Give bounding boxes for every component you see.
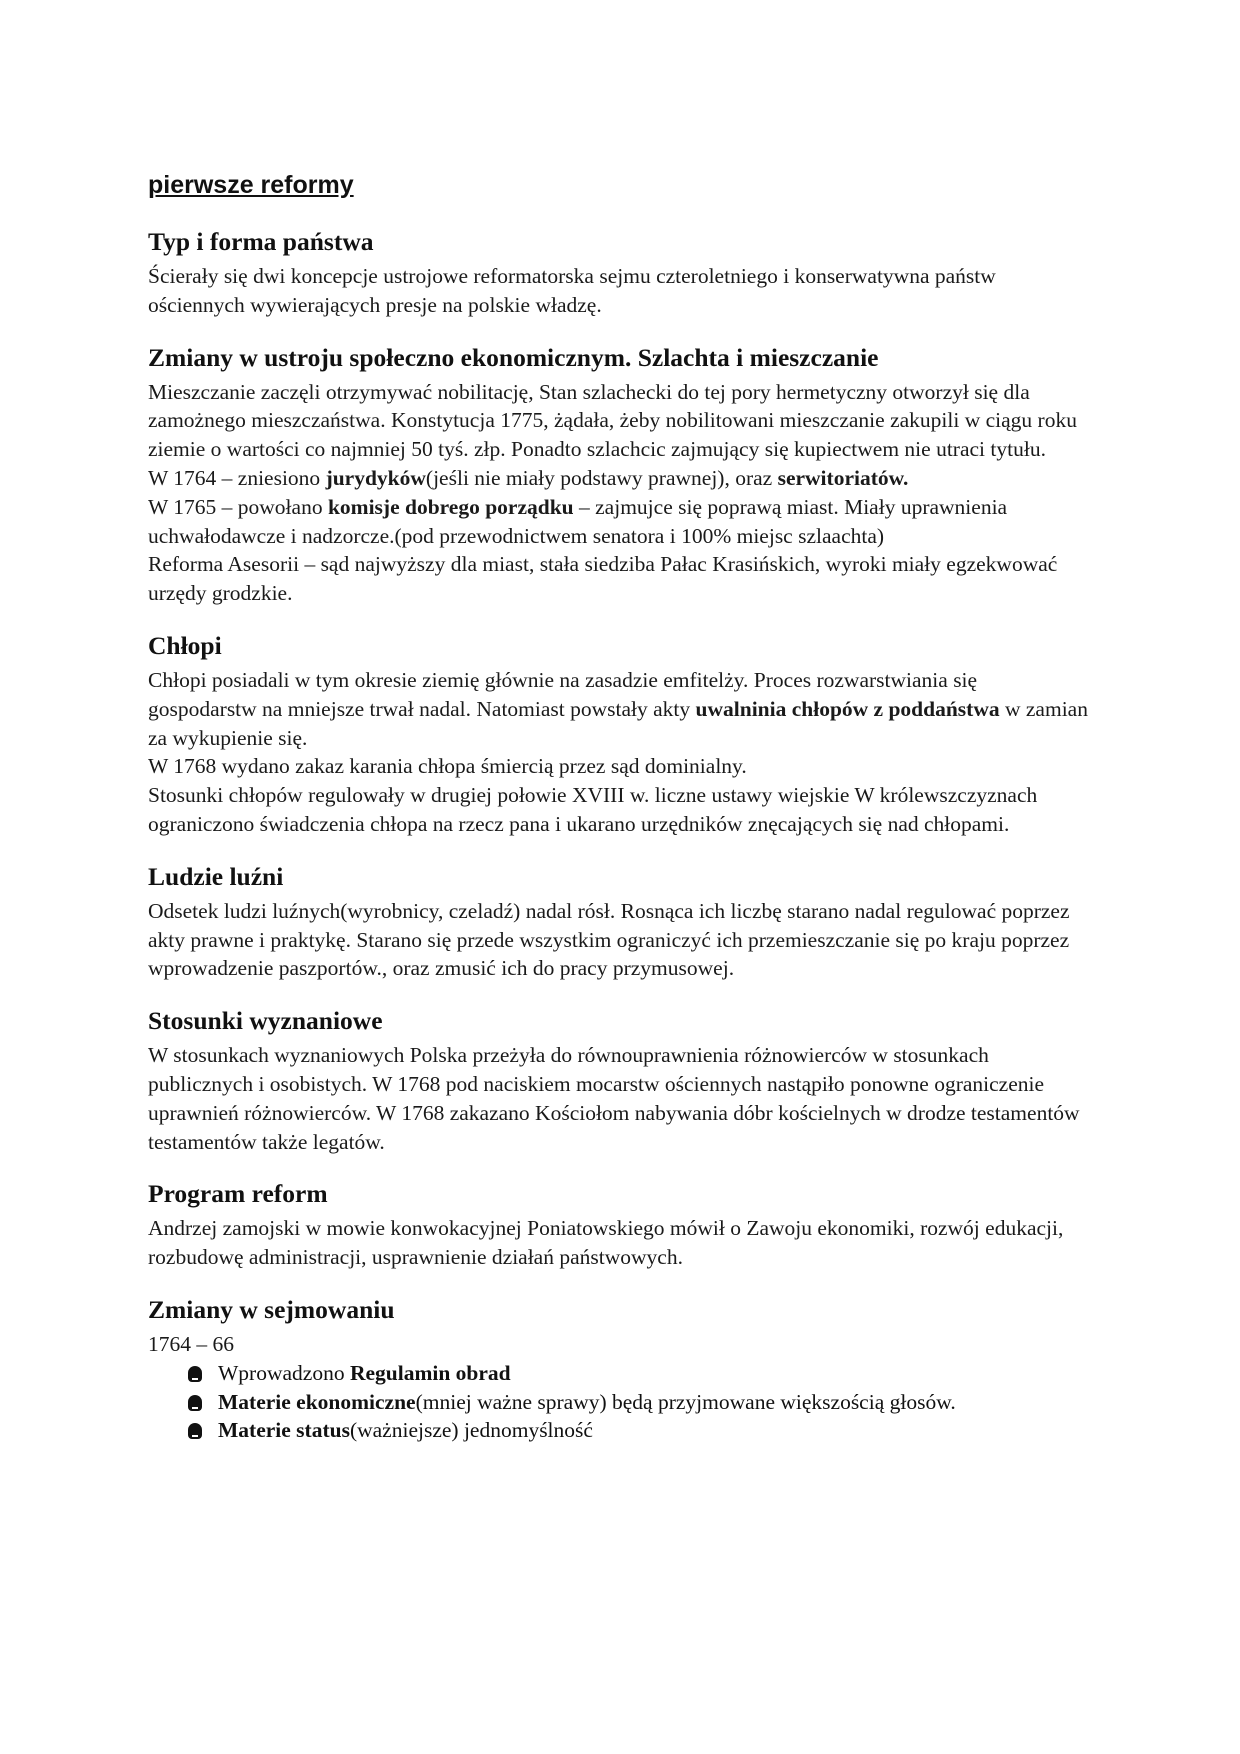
text-run: (jeśli nie miały podstawy prawnej), oraz xyxy=(425,465,778,490)
paragraph: Reforma Asesorii – sąd najwyższy dla miast, stała siedziba Pałac Krasińskich, wyroki miały egzekwować urzędy grodzkie. xyxy=(148,552,1058,606)
text-run: Chłopi posiadali w tym okresie ziemię głównie na zasadzie emfitelży. Proces rozwarstwiania się gospodarstw na mniejsze trwał nadal. Natomiast powstały akty xyxy=(148,667,978,721)
bold-term: uwalninia chłopów z poddaństwa xyxy=(695,696,1000,721)
paragraph: Ścierały się dwi koncepcje ustrojowe reformatorska sejmu czteroletniego i konserwatywna państw ościennych wywierających presje na polskie władzę. xyxy=(148,264,996,317)
bold-term: Materie status xyxy=(218,1418,350,1443)
bullet-item xyxy=(188,1416,1088,1445)
text-run: Wprowadzono xyxy=(218,1360,350,1385)
section-4 xyxy=(148,1005,1088,1156)
bold-term: Materie ekonomiczne xyxy=(218,1389,416,1414)
bold-term: serwitoriatów. xyxy=(777,465,909,490)
section-0 xyxy=(148,226,1088,320)
bullet-item xyxy=(188,1359,1088,1388)
bullet-icon xyxy=(188,1366,202,1382)
document-title: pierwsze reformy xyxy=(148,171,354,199)
sejm-period: 1764 – 66 xyxy=(148,1331,234,1356)
paragraph: W stosunkach wyznaniowych Polska przeżyła do równouprawnienia różnowierców w stosunkach publicznych i osobistych. W 1768 pod naciskiem mocarstw ościennych nastąpiło ponowne ograniczenie uprawnień różnowierców. W 1768 zakazano Kościołom nabywania dóbr kościelnych w drodze testamentów testamentów także legatów. xyxy=(148,1043,1080,1154)
section-3 xyxy=(148,861,1088,983)
paragraph: Andrzej zamojski w mowie konwokacyjnej Poniatowskiego mówił o Zawoju ekonomiki, rozwój edukacji, rozbudowę administracji, usprawnienie działań państwowych. xyxy=(148,1216,1064,1270)
paragraph: Stosunki chłopów regulowały w drugiej połowie XVIII w. liczne ustawy wiejskie W królewszczyznach ograniczono świadczenia chłopa na rzecz pana i ukarano urzędników znęcających się nad chłopami. xyxy=(148,783,1038,836)
section-heading: Stosunki wyznaniowe xyxy=(148,1006,383,1036)
section-heading: Zmiany w ustroju społeczno ekonomicznym. Szlachta i mieszczanie xyxy=(148,342,879,372)
bold-term: komisje dobrego porządku xyxy=(327,494,574,519)
text-run: w zamian za wykupienie się. xyxy=(148,696,1088,750)
sejm-bullet-list xyxy=(148,1359,1088,1445)
text-run: W 1765 – powołano xyxy=(148,494,328,519)
section-heading: Typ i forma państwa xyxy=(148,227,374,256)
text-run: – zajmujce się poprawą miast. Miały uprawnienia uchwałodawcze i nadzorcze.(pod przewodnictwem senatora i 100% miejsc szlaachta) xyxy=(148,494,1008,548)
paragraph xyxy=(148,666,1088,752)
paragraph: Odsetek ludzi luźnych(wyrobnicy, czeladź) nadal rósł. Rosnąca ich liczbę starano nadal regulować poprzez akty prawne i praktykę. Starano się przede wszystkim ograniczyć ich przemieszczanie się po kraju poprzez wprowadzenie paszportów., oraz zmusić ich do pracy przymusowej. xyxy=(148,898,1070,981)
paragraph xyxy=(148,493,1088,551)
section-5 xyxy=(148,1178,1088,1272)
section-heading: Chłopi xyxy=(148,630,222,660)
bullet-item xyxy=(188,1388,1088,1417)
paragraph xyxy=(148,464,1088,493)
section-heading: Zmiany w sejmowaniu xyxy=(148,1294,395,1324)
text-run: W 1764 – zniesiono xyxy=(148,465,326,490)
section-1 xyxy=(148,342,1088,608)
text-run: (mniej ważne sprawy) będą przyjmowane większością głosów. xyxy=(415,1389,956,1414)
bullet-icon xyxy=(188,1423,202,1439)
document-content xyxy=(148,168,1088,1467)
section-2 xyxy=(148,630,1088,839)
bold-term: jurydyków xyxy=(325,465,426,490)
section-sejm xyxy=(148,1294,1088,1445)
section-heading: Ludzie luźni xyxy=(148,861,284,891)
paragraph: Mieszczanie zaczęli otrzymywać nobilitację, Stan szlachecki do tej pory hermetyczny otworzył się dla zamożnego mieszczaństwa. Konstytucja 1775, żądała, żeby nobilitowani mieszczanie zakupili w ciągu roku ziemie o wartości co najmniej 50 tyś. złp. Ponadto szlachcic zajmujący się kupiectwem nie utraci tytułu. xyxy=(148,379,1077,462)
section-heading: Program reform xyxy=(148,1179,328,1209)
bold-term: Regulamin obrad xyxy=(349,1360,511,1385)
sections-container xyxy=(148,226,1088,1272)
bullet-icon xyxy=(188,1395,202,1411)
text-run: (ważniejsze) jednomyślność xyxy=(349,1418,593,1443)
paragraph: W 1768 wydano zakaz karania chłopa śmiercią przez sąd dominialny. xyxy=(148,754,747,779)
